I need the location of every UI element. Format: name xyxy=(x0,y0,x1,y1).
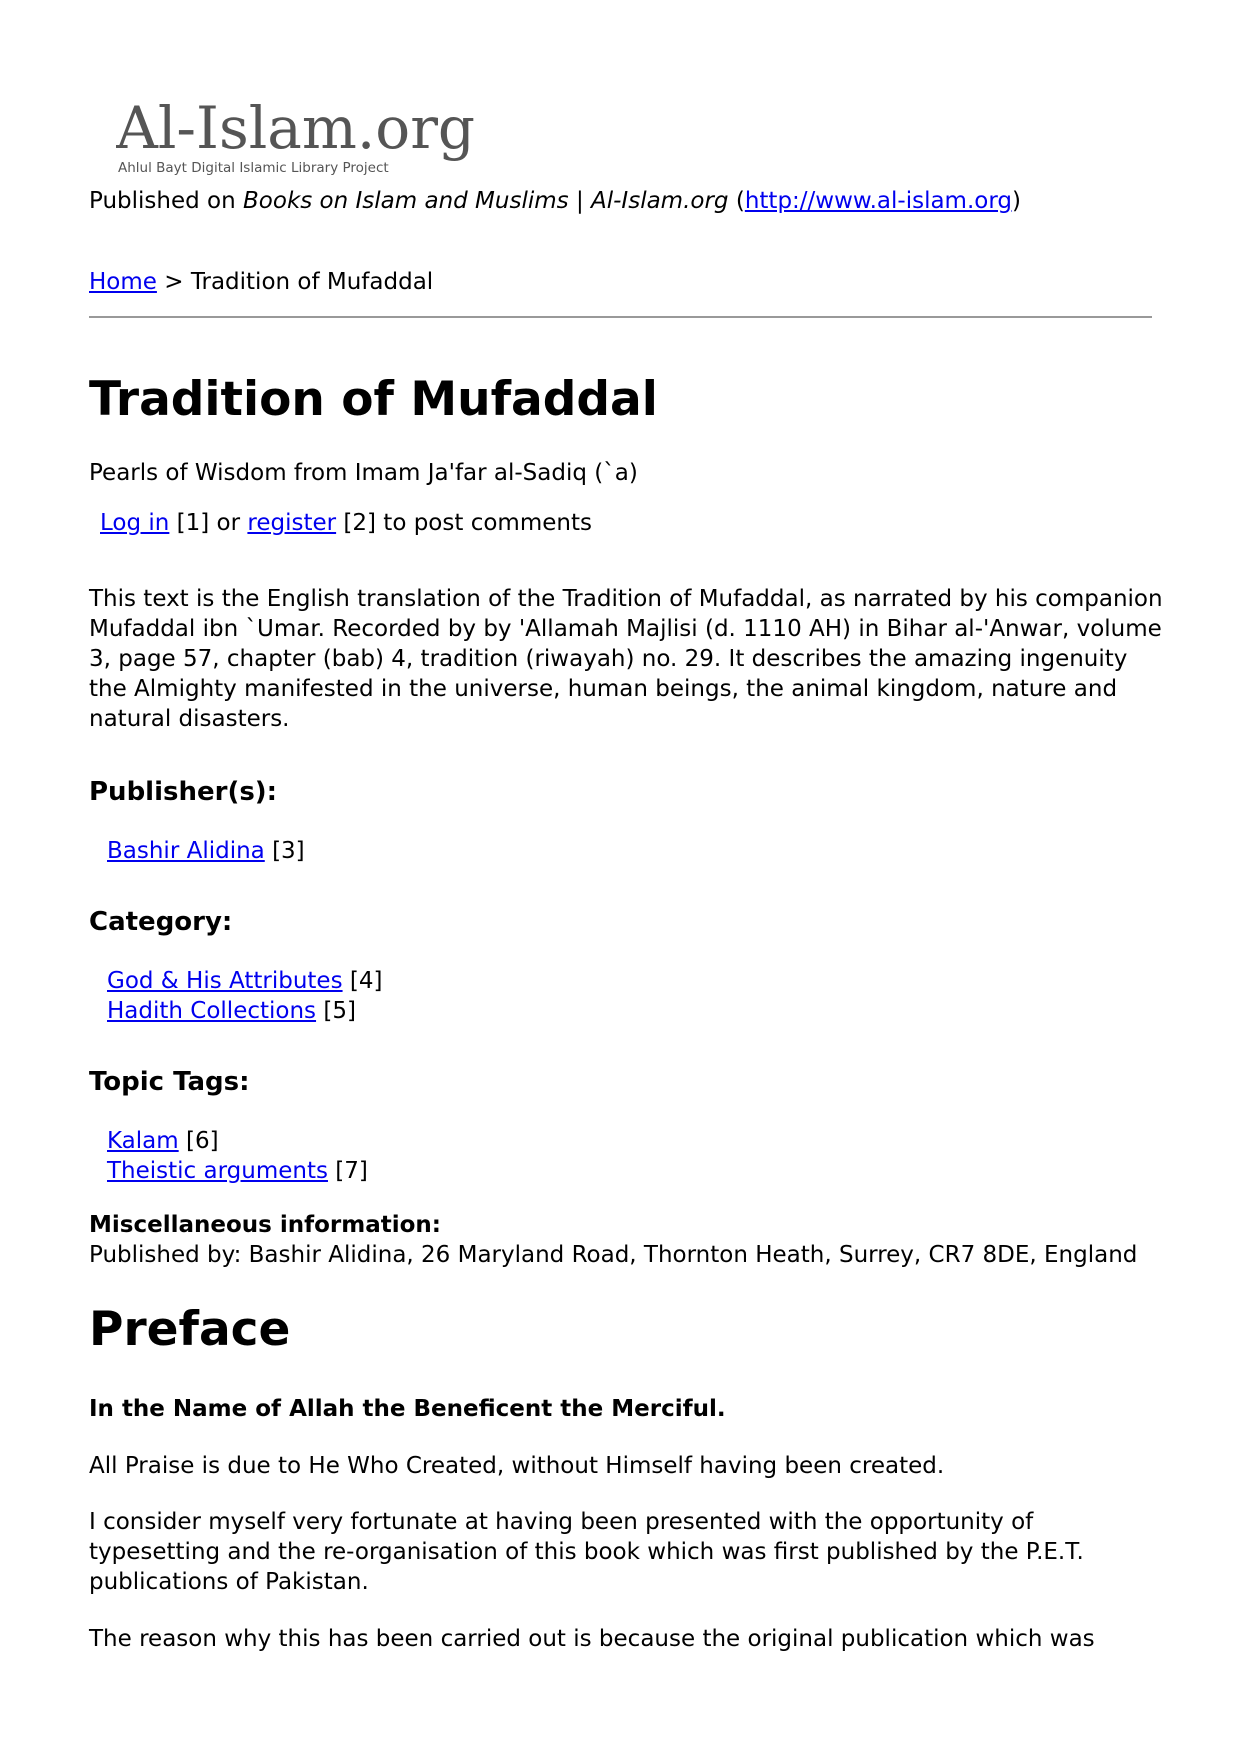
preface-bismillah: In the Name of Allah the Beneficent the Merciful. xyxy=(89,1396,726,1422)
register-link[interactable]: register xyxy=(247,510,337,536)
breadcrumb-current: Tradition of Mufaddal xyxy=(190,269,434,295)
tag-link[interactable]: Theistic arguments xyxy=(107,1158,328,1184)
logo-tagline: Ahlul Bayt Digital Islamic Library Project xyxy=(118,160,389,176)
preface-heading: Preface xyxy=(89,1302,291,1357)
publisher-link[interactable]: Bashir Alidina xyxy=(107,838,265,864)
misc-info-label: Miscellaneous information: xyxy=(89,1212,441,1238)
preface-paragraph: All Praise is due to He Who Created, without Himself having been created. xyxy=(89,1453,945,1479)
preface-paragraph: The reason why this has been carried out is because the original publication which was xyxy=(89,1626,1095,1652)
breadcrumb-home-link[interactable]: Home xyxy=(89,269,157,295)
topic-tags-heading: Topic Tags: xyxy=(89,1067,250,1097)
preface-paragraph: I consider myself very fortunate at having been presented with the opportunity of typesetting and the re-organisation of this book which was first published by the P.E.T. publications of Pakistan. xyxy=(89,1509,1084,1595)
site-name: Books on Islam and Muslims | Al-Islam.org xyxy=(243,188,729,214)
ref-number: [7] xyxy=(327,1158,368,1184)
page-subtitle: Pearls of Wisdom from Imam Ja'far al-Sadiq (`a) xyxy=(89,460,638,486)
site-logo[interactable] xyxy=(116,92,476,180)
list-item xyxy=(107,1156,368,1186)
published-on-line xyxy=(89,186,1021,216)
intro-paragraph: This text is the English translation of the Tradition of Mufaddal, as narrated by his companion Mufaddal ibn `Umar. Recorded by by 'Allamah Majlisi (d. 1110 AH) in Bihar al-'Anwar, volume 3, page 57, chapter (bab) 4, tradition (riwayah) no. 29. It describes the amazing ingenuity the Almighty manifested in the universe, human beings, the animal kingdom, nature and natural disasters. xyxy=(89,586,1163,732)
misc-info-text: Published by: Bashir Alidina, 26 Maryland Road, Thornton Heath, Surrey, CR7 8DE, England xyxy=(89,1242,1138,1268)
close-paren: ) xyxy=(1012,188,1021,214)
page-title: Tradition of Mufaddal xyxy=(89,372,658,427)
category-list xyxy=(107,966,382,1026)
publishers-heading: Publisher(s): xyxy=(89,777,278,807)
login-link[interactable]: Log in xyxy=(100,510,170,536)
site-url-link[interactable]: http://www.al-islam.org xyxy=(744,188,1013,214)
ref-number: [4] xyxy=(342,968,383,994)
ref-number: [3] xyxy=(264,838,305,864)
publishers-list xyxy=(107,836,305,866)
ref-number: [6] xyxy=(178,1128,219,1154)
list-item xyxy=(107,966,382,996)
header-divider xyxy=(89,316,1152,318)
list-item xyxy=(107,996,382,1026)
category-link[interactable]: God & His Attributes xyxy=(107,968,343,994)
login-ref: [1] or xyxy=(169,510,248,536)
category-heading: Category: xyxy=(89,907,233,937)
register-ref: [2] to post comments xyxy=(336,510,592,536)
comment-prompt xyxy=(100,508,592,538)
breadcrumb-separator: > xyxy=(156,269,191,295)
logo-graphic xyxy=(116,92,476,180)
list-item xyxy=(107,1126,368,1156)
breadcrumb xyxy=(89,267,433,297)
list-item xyxy=(107,836,305,866)
topic-tags-list xyxy=(107,1126,368,1186)
category-link[interactable]: Hadith Collections xyxy=(107,998,317,1024)
tag-link[interactable]: Kalam xyxy=(107,1128,179,1154)
open-paren: ( xyxy=(728,188,745,214)
published-prefix: Published on xyxy=(89,188,244,214)
logo-wordmark: Al-Islam.org xyxy=(116,94,476,162)
ref-number: [5] xyxy=(316,998,356,1024)
